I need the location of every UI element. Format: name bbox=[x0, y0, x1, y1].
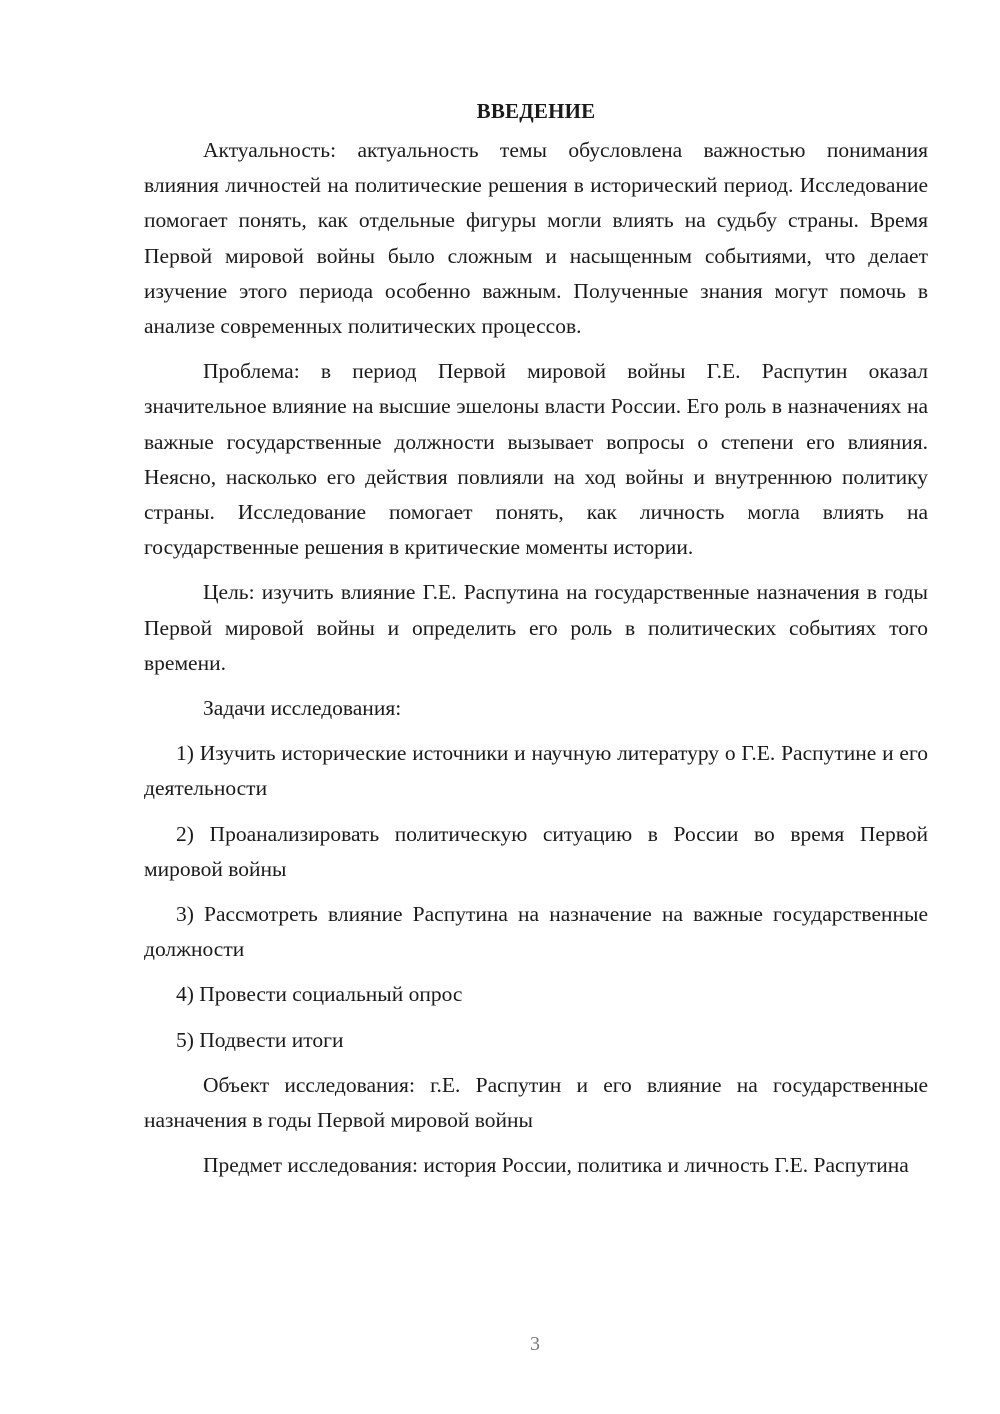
paragraph-object: Объект исследования: г.Е. Распутин и его влияние на государственные назначения в годы Первой мировой войны bbox=[144, 1072, 928, 1133]
tasks-list bbox=[144, 736, 928, 1058]
task-item-4: 4) Провести социальный опрос bbox=[176, 982, 463, 1007]
task-item-1: 1) Изучить исторические источники и научную литературу о Г.Е. Распутине и его деятельности bbox=[144, 741, 928, 801]
task-item-3: 3) Рассмотреть влияние Распутина на назначение на важные государственные должности bbox=[144, 902, 928, 962]
section-title: ВВЕДЕНИЕ bbox=[476, 99, 596, 123]
task-item-2: 2) Проанализировать политическую ситуацию в России во время Первой мировой войны bbox=[144, 821, 928, 881]
paragraph-problem: Проблема: в период Первой мировой войны Г.Е. Распутин оказал значительное влияние на высшие эшелоны власти России. Его роль в назначениях на важные государственные должности вызывает вопросы о степени его влияния. Неясно, насколько его действия повлияли на ход войны и внутреннюю политику страны. Исследование помогает понять, как личность могла влиять на государственные решения в критические моменты истории. bbox=[144, 359, 928, 560]
paragraph-relevance: Актуальность: актуальность темы обусловлена важностью понимания влияния личностей на политические решения в исторический период. Исследование помогает понять, как отдельные фигуры могли влиять на судьбу страны. Время Первой мировой войны было сложным и насыщенным событиями, что делает изучение этого периода особенно важным. Полученные знания могут помочь в анализе современных политических процессов. bbox=[144, 138, 928, 339]
paragraph-subject: Предмет исследования: история России, политика и личность Г.Е. Распутина bbox=[203, 1153, 909, 1178]
task-item-5: 5) Подвести итоги bbox=[176, 1027, 344, 1052]
paragraph-goal: Цель: изучить влияние Г.Е. Распутина на государственные назначения в годы Первой мировой войны и определить его роль в политических событиях того времени. bbox=[144, 580, 928, 675]
page-number: 3 bbox=[530, 1333, 540, 1355]
document-body bbox=[144, 94, 928, 1193]
tasks-heading: Задачи исследования: bbox=[203, 696, 402, 721]
